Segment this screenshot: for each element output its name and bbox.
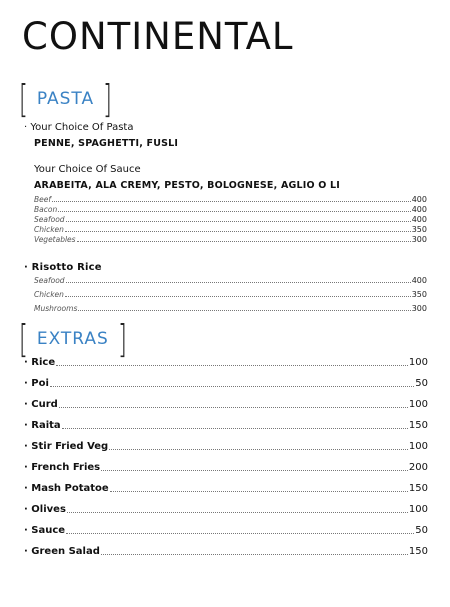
dotted-leader xyxy=(58,211,411,212)
item-name: Chicken xyxy=(34,225,64,234)
list-item xyxy=(24,420,428,431)
list-item xyxy=(34,235,427,244)
item-name: Beef xyxy=(34,195,52,204)
list-item xyxy=(24,483,428,494)
list-item xyxy=(24,441,428,452)
menu-title: CONTINENTAL xyxy=(22,15,294,58)
item-price: 350 xyxy=(411,225,427,234)
item-price: 150 xyxy=(408,546,428,557)
list-item xyxy=(24,378,428,389)
dotted-leader xyxy=(66,221,411,222)
list-item xyxy=(24,546,428,557)
item-name: Bacon xyxy=(34,205,58,214)
dotted-leader xyxy=(50,386,414,387)
item-price: 150 xyxy=(408,483,428,494)
list-item xyxy=(34,205,427,214)
item-price: 200 xyxy=(408,462,428,473)
list-item xyxy=(24,525,428,536)
dotted-leader xyxy=(52,201,411,202)
dotted-leader xyxy=(78,310,410,311)
dotted-leader xyxy=(59,407,408,408)
item-name: · Raita xyxy=(24,420,61,431)
item-name: Vegetables xyxy=(34,235,76,244)
dotted-leader xyxy=(65,296,411,297)
list-item xyxy=(34,276,427,285)
item-price: 50 xyxy=(415,525,428,536)
risotto-heading: · Risotto Rice xyxy=(24,262,102,273)
choice-pasta-heading: · Your Choice Of Pasta xyxy=(24,122,134,133)
sauce-types: ARABEITA, ALA CREMY, PESTO, BOLOGNESE, AGLIO O LI xyxy=(34,180,341,191)
list-item xyxy=(24,399,428,410)
item-name: Seafood xyxy=(34,215,65,224)
item-name: · Mash Potatoe xyxy=(24,483,109,494)
item-price: 100 xyxy=(408,441,428,452)
item-name: · Stir Fried Veg xyxy=(24,441,109,452)
dotted-leader xyxy=(110,491,408,492)
item-name: · French Fries xyxy=(24,462,101,473)
right-bracket-icon: ] xyxy=(103,77,112,121)
list-item xyxy=(24,462,428,473)
dotted-leader xyxy=(67,512,408,513)
item-name: · Poi xyxy=(24,378,49,389)
item-name: · Sauce xyxy=(24,525,66,536)
dotted-leader xyxy=(66,533,414,534)
item-name: · Green Salad xyxy=(24,546,100,557)
list-item xyxy=(24,357,428,368)
item-price: 400 xyxy=(411,195,427,204)
item-price: 400 xyxy=(411,205,427,214)
list-item xyxy=(34,290,427,299)
dotted-leader xyxy=(77,241,411,242)
item-price: 300 xyxy=(411,304,427,313)
section-header-pasta xyxy=(16,77,115,121)
list-item xyxy=(34,195,427,204)
left-bracket-icon: [ xyxy=(18,317,28,361)
item-name: Mushrooms xyxy=(34,304,78,313)
dotted-leader xyxy=(109,449,408,450)
item-name: · Rice xyxy=(24,357,56,368)
section-header-extras xyxy=(16,317,130,361)
left-bracket-icon: [ xyxy=(18,77,28,121)
item-price: 350 xyxy=(411,290,427,299)
choice-sauce-heading: Your Choice Of Sauce xyxy=(34,164,141,175)
item-price: 300 xyxy=(411,235,427,244)
item-name: · Curd xyxy=(24,399,58,410)
item-name: · Olives xyxy=(24,504,66,515)
item-price: 100 xyxy=(408,399,428,410)
list-item xyxy=(34,215,427,224)
list-item xyxy=(34,225,427,234)
list-item xyxy=(24,504,428,515)
section-label-pasta: PASTA xyxy=(36,89,95,109)
item-price: 150 xyxy=(408,420,428,431)
item-price: 400 xyxy=(411,215,427,224)
dotted-leader xyxy=(101,470,408,471)
dotted-leader xyxy=(101,554,408,555)
list-item xyxy=(34,304,427,313)
section-label-extras: EXTRAS xyxy=(36,329,109,349)
right-bracket-icon: ] xyxy=(117,317,127,361)
item-name: Seafood xyxy=(34,276,65,285)
item-price: 400 xyxy=(411,276,427,285)
item-price: 100 xyxy=(408,504,428,515)
pasta-types: PENNE, SPAGHETTI, FUSLI xyxy=(34,138,179,149)
dotted-leader xyxy=(66,282,411,283)
dotted-leader xyxy=(65,231,411,232)
dotted-leader xyxy=(56,365,408,366)
dotted-leader xyxy=(62,428,408,429)
item-price: 100 xyxy=(408,357,428,368)
item-name: Chicken xyxy=(34,290,64,299)
item-price: 50 xyxy=(415,378,428,389)
